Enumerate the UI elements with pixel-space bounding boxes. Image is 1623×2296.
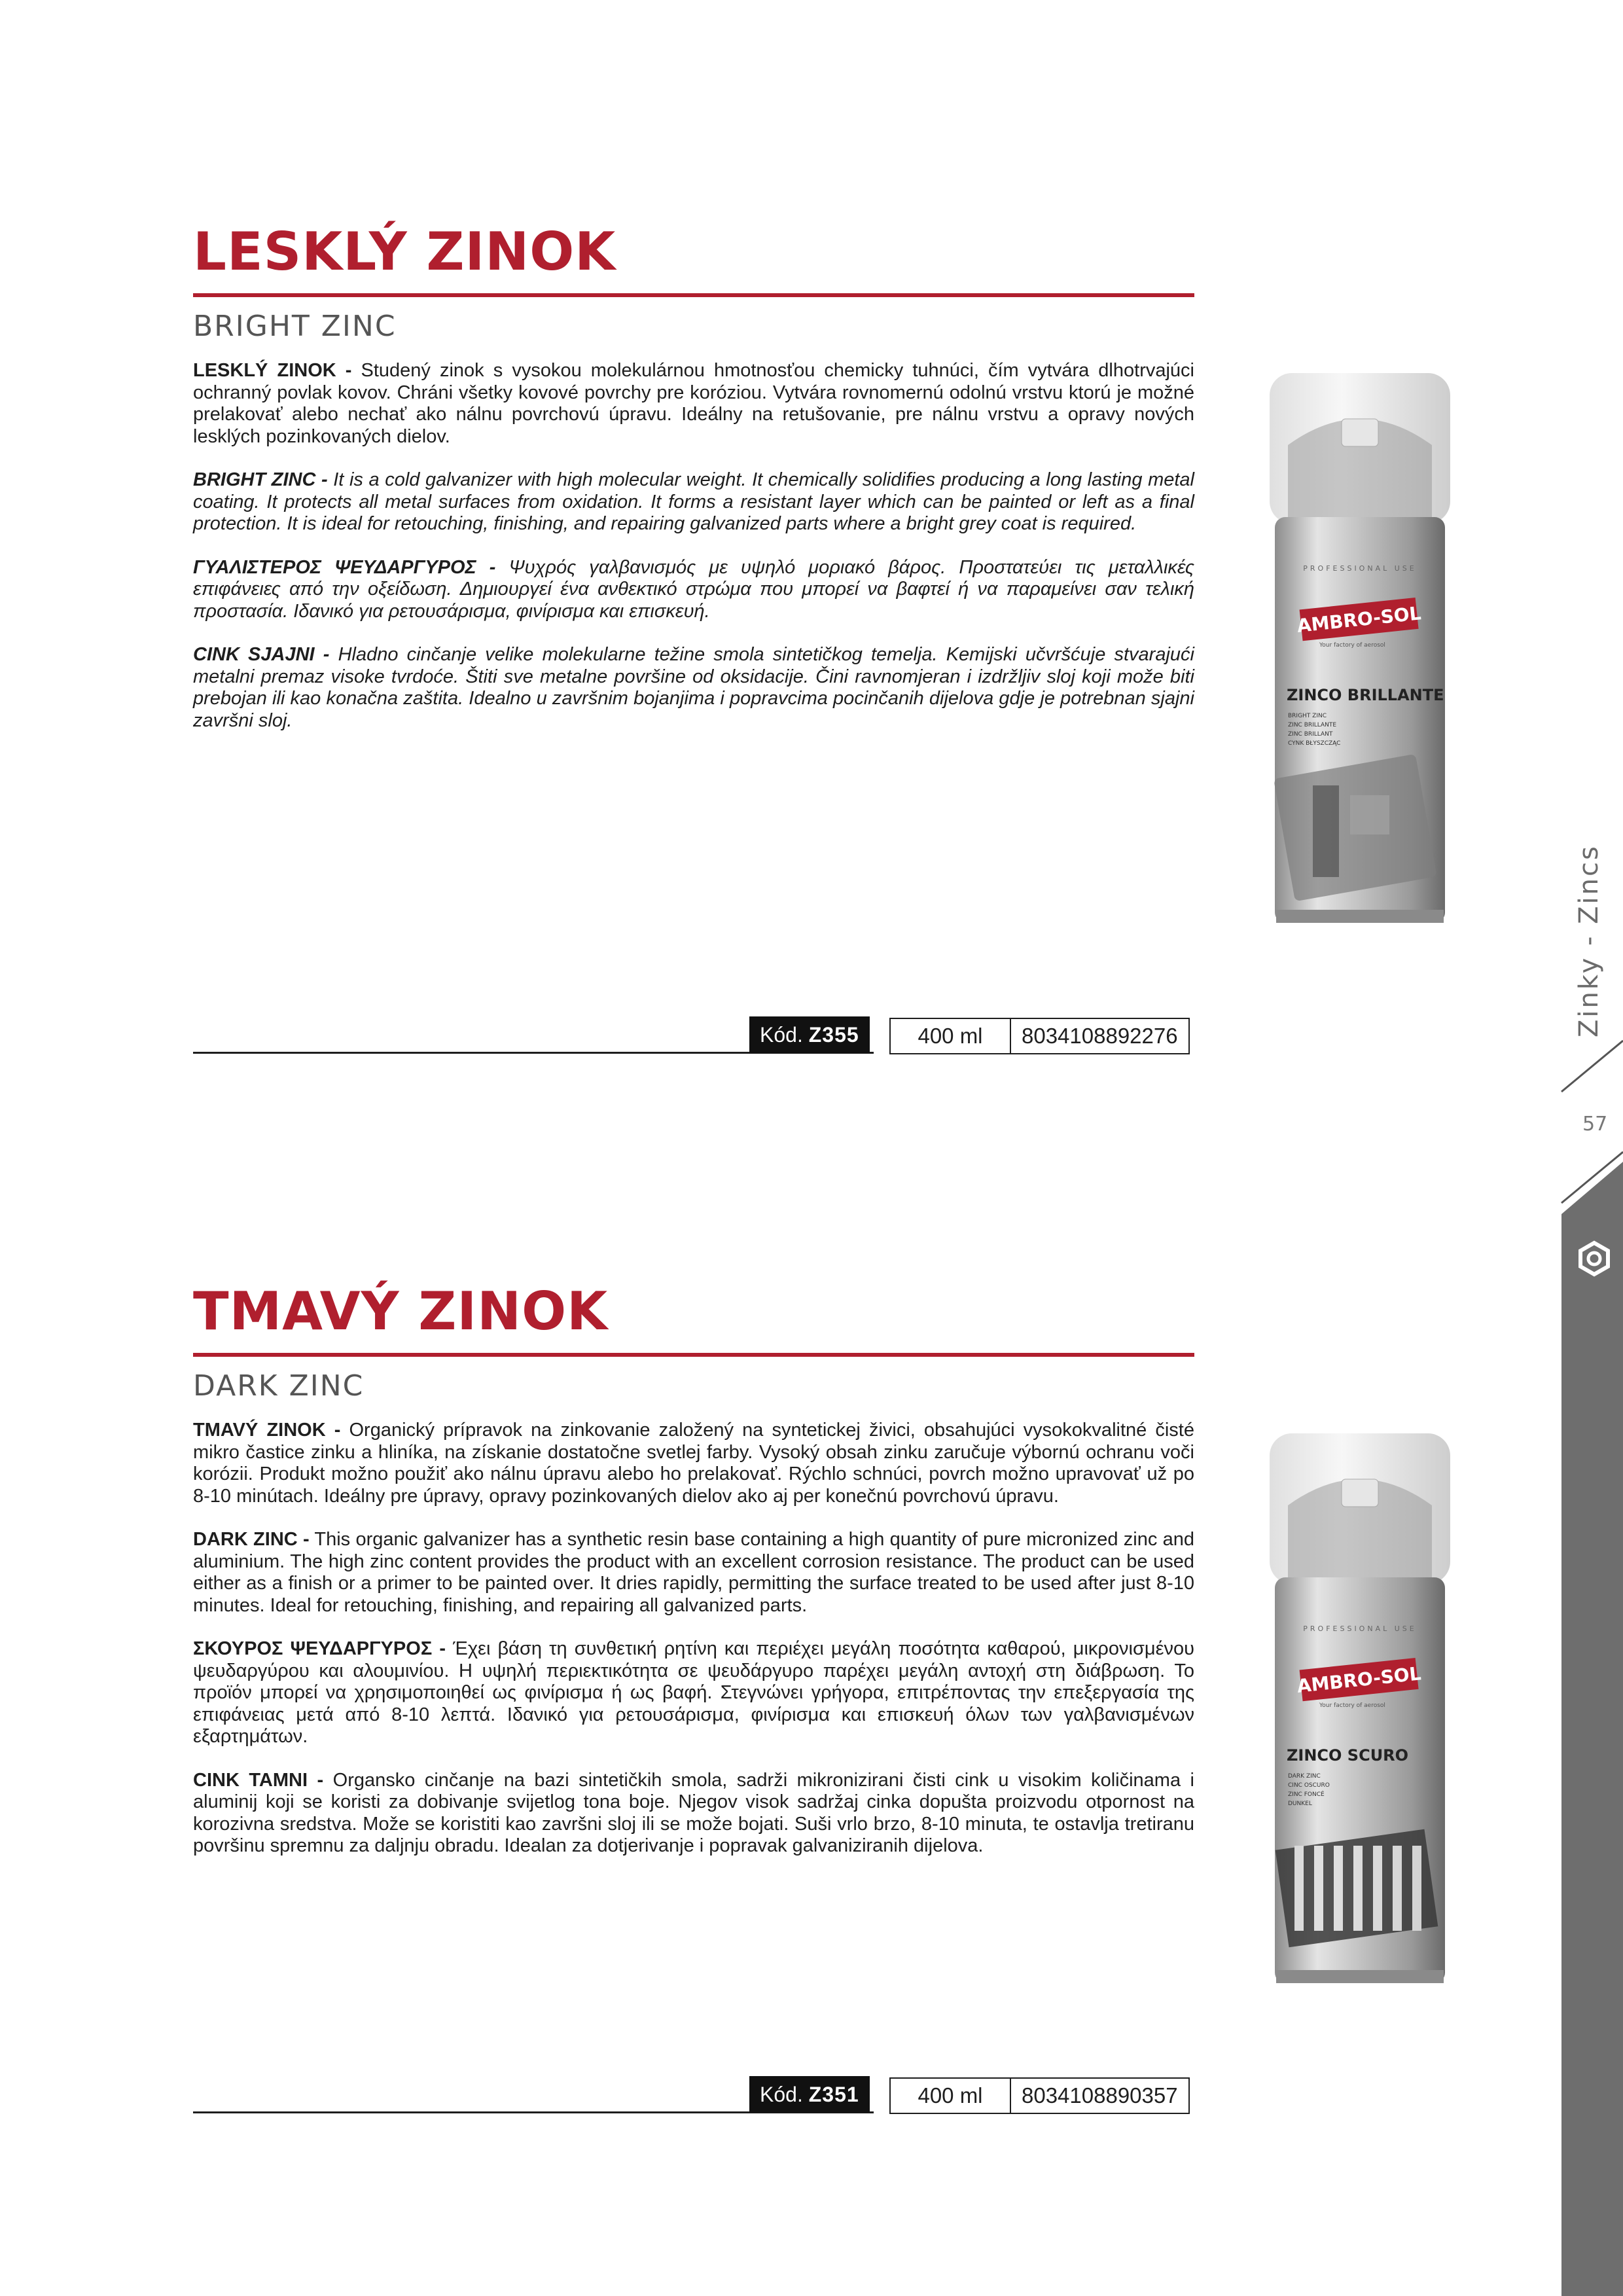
description-hr	[193, 644, 1194, 732]
spec-table	[889, 2077, 1190, 2114]
ean-cell: 8034108892276	[1010, 1019, 1188, 1053]
para-text: Ψυχρός γαλβανισμός με υψηλό μοριακό βάρος. Προστατεύει τις μεταλλικές επιφάνειες από την οξείδωση. Δημιουργεί ένα ανθεκτικό στρώμα που μπορεί να βαφτεί ή να παραμείνει σαν τελική προστασία. Ιδανικό για ρετουσάρισμα, φινίρισμα και επισκευή.	[193, 556, 1194, 622]
can-header: PROFESSIONAL USE	[1303, 564, 1417, 573]
product-description	[193, 1420, 1194, 1879]
product-code-badge	[749, 2076, 870, 2113]
sidebar-band	[1561, 1214, 1623, 2296]
svg-text:ZINC FONCÉ: ZINC FONCÉ	[1288, 1791, 1325, 1798]
para-lead: BRIGHT ZINC -	[193, 469, 328, 490]
volume-cell: 400 ml	[918, 1024, 983, 1048]
spray-can-image	[1262, 367, 1458, 956]
svg-text:AMBRO-SOL: AMBRO-SOL	[1296, 1662, 1422, 1697]
code-label: Kód.	[760, 2083, 803, 2106]
description-en	[193, 469, 1194, 535]
product-description	[193, 360, 1194, 753]
product-bright-zinc	[193, 221, 1194, 1057]
page-number: 57	[1582, 1113, 1608, 1136]
title-underline	[193, 1353, 1194, 1357]
spec-table	[889, 1018, 1190, 1054]
product-title: TMAVÝ ZINOK	[193, 1281, 609, 1342]
svg-text:DARK ZINC: DARK ZINC	[1288, 1773, 1321, 1780]
svg-text:Your factory of aerosol: Your factory of aerosol	[1319, 642, 1385, 649]
code-label: Kód.	[760, 1023, 803, 1047]
para-text: Έχει βάση τη συνθετική ρητίνη και περιέχει μεγάλη ποσότητα καθαρού, μικρονισμένου ψευδαργύρου και αλουμινίου. Η υψηλή περιεκτικότητα σε ψευδάργυρο παρέχει μεγάλη αντοχή στη διάβρωση. Το προϊόν μπορεί να χρησιμοποιηθεί ως φινίρισμα ή ως βαφή. Στεγνώνει γρήγορα, επιτρέποντας την επεξεργασία της επιφάνειας μετά από 8-10 λεπτά. Ιδανικό για ρετουσάρισμα, φινίρισμα και επισκευή όλων των γαλβανισμένων εξαρτημάτων.	[193, 1638, 1195, 1747]
para-lead: LESKLÝ ZINOK -	[193, 360, 352, 381]
product-code: Z351	[808, 2083, 859, 2106]
description-gr	[193, 557, 1194, 623]
spray-can-image	[1262, 1427, 1458, 2016]
para-lead: CINK SJAJNI -	[193, 644, 330, 665]
svg-text:ZINC BRILLANT: ZINC BRILLANT	[1288, 731, 1333, 738]
product-subtitle: DARK ZINC	[193, 1369, 365, 1403]
para-text: Organsko cinčanje na bazi sintetičkih smola, sadrži mikronizirani čisti cink u visokim količinama i aluminij koji se koristi za dobivanje svijetlog tona boje. Njegov visok sadržaj cinka dopušta proizvodu otpornost na korozivna sredstva. Može se koristiti kao završni sloj ili se može bojati. Suši vrlo brzo, 8-10 minuta, te ostavlja tretiranu površinu spremnu za daljnju obradu. Idealan za dotjerivanje i popravak galvaniziranih dijelova.	[193, 1769, 1194, 1856]
description-hr	[193, 1770, 1194, 1857]
description-sk	[193, 1420, 1194, 1507]
can-product-name: ZINCO SCURO	[1287, 1746, 1409, 1765]
svg-text:BRIGHT ZINC: BRIGHT ZINC	[1288, 713, 1327, 719]
title-underline	[193, 293, 1194, 297]
product-subtitle: BRIGHT ZINC	[193, 310, 397, 343]
para-lead: DARK ZINC -	[193, 1529, 310, 1550]
can-product-name: ZINCO BRILLANTE	[1287, 686, 1444, 704]
para-lead: ΣΚΟΥΡΟΣ ΨΕΥΔΑΡΓΥΡΟΣ -	[193, 1638, 446, 1659]
para-text: It is a cold galvanizer with high molecular weight. It chemically solidifies producing a long lasting metal coating. It protects all metal surfaces from oxidation. It forms a resistant layer which can be painted or left as a final protection. It is ideal for retouching, finishing, and repairing galvanized parts where a bright grey coat is required.	[193, 469, 1194, 534]
para-lead: TMAVÝ ZINOK -	[193, 1420, 341, 1441]
para-text: This organic galvanizer has a synthetic resin base containing a high quantity of pure micronized zinc and aluminium. The high zinc content provides the product with an excellent corrosion resistance. The product can be used either as a finish or a primer to be painted over. It dries rapidly, permitting the surface treated to be used after just 8-10 minutes. Ideal for retouching, finishing, and repairing all galvanized parts.	[193, 1529, 1195, 1616]
product-dark-zinc	[193, 1281, 1195, 2117]
para-text: Organický prípravok na zinkovanie založený na syntetickej živici, obsahujúci vysokokvalitné čisté mikro častice zinku a hliníka, na získanie dostatočne svetlej farby. Vysoký obsah zinku zaručuje výbornú ochranu voči korózii. Produkt možno použiť ako nálnu úpravu alebo ho prelakovať. Rýchlo schnúci, povrch možno upravovať už po 8-10 minútach. Ideálny pre úpravy, opravy pozinkovaných dielov ako aj per konečnú povrchovú úpravu.	[193, 1420, 1194, 1507]
svg-text:CINC OSCURO: CINC OSCURO	[1288, 1782, 1330, 1789]
ean-cell: 8034108890357	[1010, 2079, 1188, 2113]
svg-text:CYNK BŁYSZCZĄC: CYNK BŁYSZCZĄC	[1288, 740, 1341, 747]
svg-text:ZINC BRILLANTE: ZINC BRILLANTE	[1288, 722, 1337, 728]
svg-text:Your factory of aerosol: Your factory of aerosol	[1319, 1702, 1385, 1709]
volume-cell: 400 ml	[918, 2083, 983, 2108]
para-lead: ΓΥΑΛΙΣΤΕΡΟΣ ΨΕΥΔΑΡΓΥΡΟΣ -	[193, 556, 496, 578]
para-lead: CINK TAMNI -	[193, 1769, 324, 1791]
para-text: Hladno cinčanje velike molekularne težine smola sintetičkog temelja. Kemijski učvršćuje stvarajući metalni premaz visoke tvrdoće. Štiti sve metalne površine od oksidacije. Čini ravnomjeran i izdržljiv sloj koji može biti prebojan ili kao konačna zaštita. Idealno u završnim bojanjima i popravcima pocinčanih dijelova gdje je potrebnan sjajni završni sloj.	[193, 644, 1194, 731]
product-title: LESKLÝ ZINOK	[193, 221, 616, 282]
description-en	[193, 1529, 1194, 1617]
description-gr	[193, 1638, 1194, 1748]
product-code-badge	[749, 1016, 870, 1053]
description-sk	[193, 360, 1194, 448]
hex-nut-icon	[1576, 1240, 1613, 1277]
para-text: Studený zinok s vysokou molekulárnou hmotnosťou chemicky tuhnúci, čím vytvára dlhotrvajúci ochranný povlak kovov. Chráni všetky kovové povrchy pre koróziou. Vytvára rovnomernú odolnú vrstvu ktorú je možné prelakovať alebo nechať ako nálnu povrchovú úpravu. Ideálny na retušovanie, pre nálnu vrstvu a opravy nových lesklých pozinkovaných dielov.	[193, 360, 1194, 447]
svg-text:DUNKEL: DUNKEL	[1288, 1801, 1312, 1807]
product-code: Z355	[808, 1023, 859, 1047]
can-header: PROFESSIONAL USE	[1303, 1624, 1417, 1633]
svg-text:AMBRO-SOL: AMBRO-SOL	[1296, 602, 1422, 637]
section-label: Zinky - Zincs	[1574, 844, 1604, 1037]
